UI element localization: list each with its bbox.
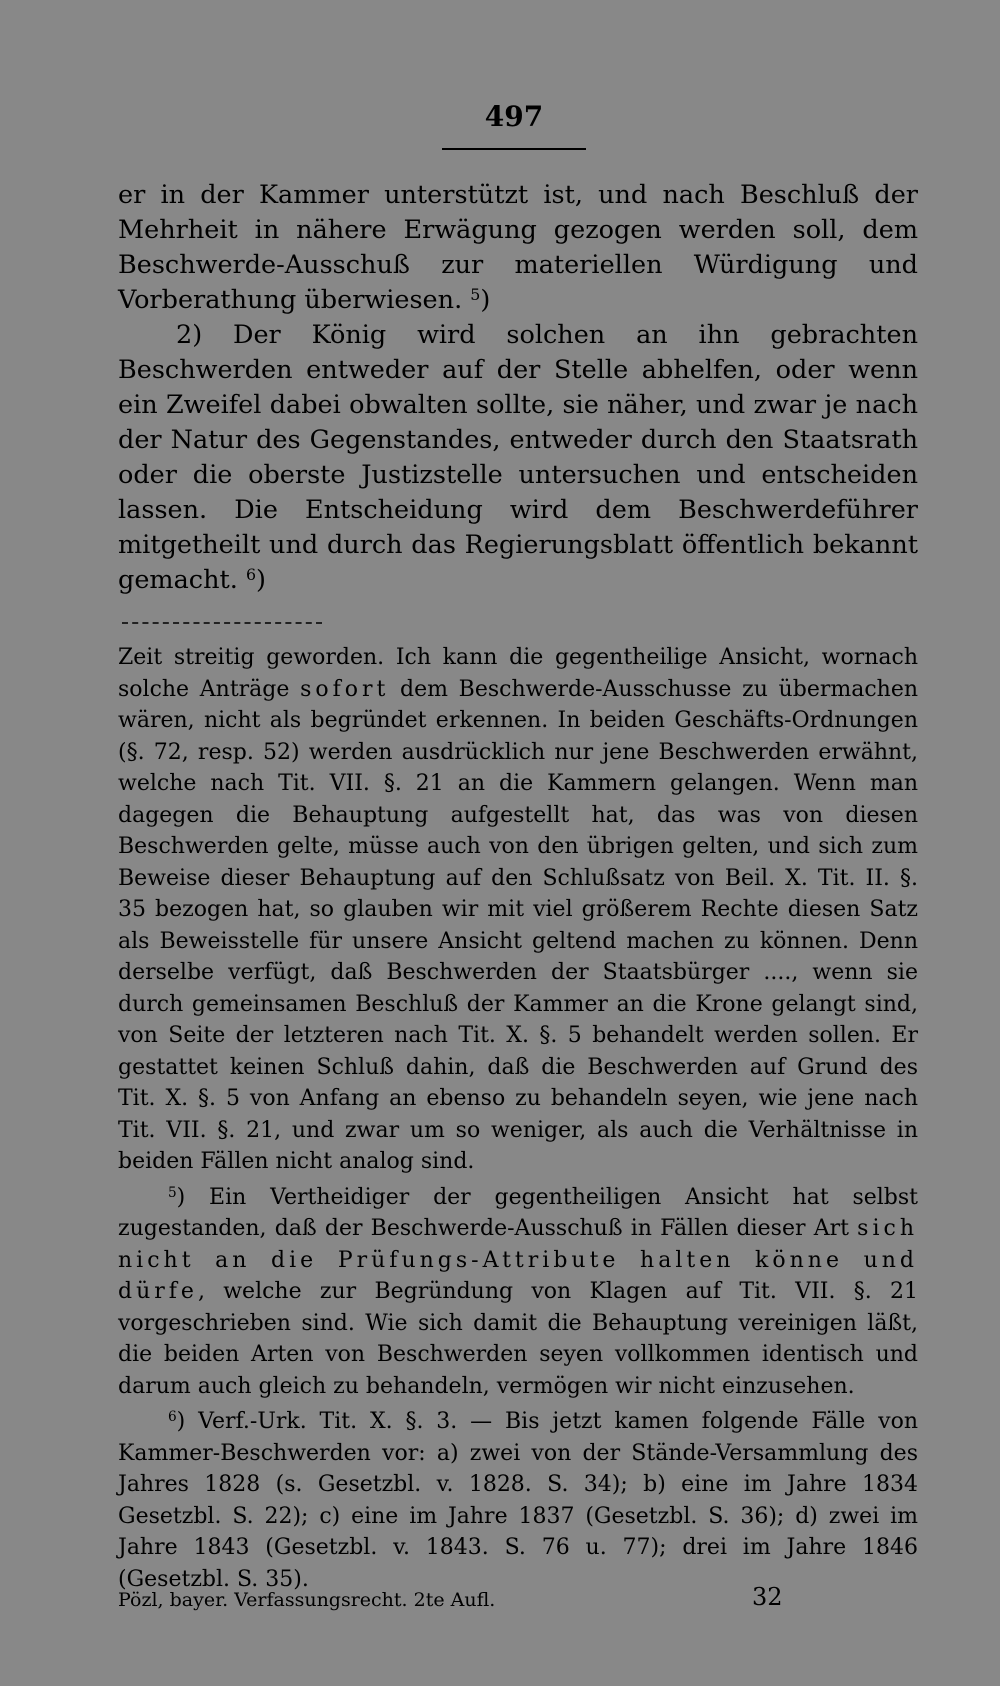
footnotes — [118, 642, 918, 1595]
carryover-spaced-text: sofort — [300, 676, 390, 702]
item-2-paragraph: 2) Der König wird solchen an ihn gebrachten Beschwerden entweder auf der Stelle abhelfen, oder wenn ein Zweifel dabei obwalten sollte, sie näher, und zwar je nach der Natur des Gegenstandes, entweder durch den Staatsrath oder die oberste Justizstelle untersuchen und entscheiden lassen. Die Entscheidung wird dem Beschwerdeführer mitgetheilt und durch das Regierungsblatt öffentlich bekannt gemacht. $^6$) — [118, 320, 918, 595]
footnote-ref-5: 5 — [470, 285, 481, 305]
footnote-5: $^5$) Ein Vertheidiger der gegentheiligen Ansicht hat selbst zugestanden, daß der Beschwerde-Ausschuß in Fällen dieser Art sich nicht an die Prüfungs-Attribute halten könne und dürfe, welche zur Begründung von Klagen auf Tit. VII. §. 21 vorgeschrieben sind. Wie sich damit die Behauptung vereinigen läßt, die beiden Arten von Beschwerden seyen vollkommen identisch und darum auch gleich zu behandeln, vermögen wir nicht einzusehen. — [118, 1184, 919, 1399]
footnote-5-spaced-text: sich nicht an die Prüfungs-Attribute halten könne und dürfe — [118, 1216, 918, 1304]
footnote-5-marker: 5 — [168, 1184, 177, 1201]
item-2-text: 2) Der König wird solchen an ihn gebrachten Beschwerden entweder auf der Stelle abhelfen, oder wenn ein Zweifel dabei obwalten sollte, sie näher, und zwar je nach der Natur des Gegenstandes, entweder durch den Staatsrath oder die oberste Justizstelle untersuchen und entscheiden lassen. Die Entscheidung wird dem Beschwerdeführer mitgetheilt und durch das Regierungsblatt öffentlich bekannt gemacht. — [118, 320, 918, 595]
footnote-separator — [122, 622, 322, 624]
running-footer: Pözl, bayer. Verfassungsrecht. 2te Aufl. — [118, 1589, 496, 1611]
header-rule — [442, 148, 586, 150]
carryover-text-a: Zeit streitig geworden. Ich kann die gegentheilige Ansicht, wornach solche Anträge — [118, 645, 918, 702]
carryover-text-b: dem Beschwerde-Ausschusse zu übermachen wären, nicht als begründet erkennen. In beiden Geschäfts-Ordnungen (§. 72, resp. 52) werden ausdrücklich nur jene Beschwerden erwähnt, welche nach Tit. VII. §. 21 an die Kammern gelangen. Wenn man dagegen die Behauptung aufgestellt hat, das was von diesen Beschwerden gelte, müsse auch von den übrigen gelten, und sich zum Beweise dieser Behauptung auf den Schlußsatz von Beil. X. Tit. II. §. 35 bezogen hat, so glauben wir mit viel größerem Rechte diesen Satz als Beweisstelle für unsere Ansicht geltend machen zu können. Denn derselbe verfügt, daß Beschwerden der Staatsbürger ...., wenn sie durch gemeinsamen Beschluß der Kammer an die Krone gelangt sind, von Seite der letzteren nach Tit. X. §. 5 behandelt werden sollen. Er gestattet keinen Schluß dahin, daß die Beschwerden auf Grund des Tit. X. §. 5 von Anfang an ebenso zu behandeln seyen, wie jene nach Tit. VII. §. 21, und zwar um so weniger, als auch die Verhältnisse in beiden Fällen nicht analog sind. — [118, 676, 919, 1174]
footnote-5-text-b: , welche zur Begründung von Klagen auf Tit. VII. §. 21 vorgeschrieben sind. Wie sich damit die Behauptung vereinigen läßt, die beiden Arten von Beschwerden seyen vollkommen identisch und darum auch gleich zu behandeln, vermögen wir nicht einzusehen. — [118, 1279, 918, 1399]
footnote-6-marker: 6 — [168, 1409, 177, 1426]
footnote-5-text-a: Ein Vertheidiger der gegentheiligen Ansicht hat selbst zugestanden, daß der Beschwerde-Ausschuß in Fällen dieser Art — [118, 1184, 919, 1241]
footnote-6-text: Verf.-Urk. Tit. X. §. 3. — Bis jetzt kamen folgende Fälle von Kammer-Beschwerden vor: a) zwei von der Stände-Versammlung des Jahres 1828 (s. Gesetzbl. v. 1828. S. 34); b) eine im Jahre 1834 Gesetzbl. S. 22); c) eine im Jahre 1837 (Gesetzbl. S. 36); d) zwei im Jahre 1843 (Gesetzbl. v. 1843. S. 76 u. 77); drei im Jahre 1846 (Gesetzbl. S. 35). — [118, 1409, 919, 1592]
footnote-6: $^6$) Verf.-Urk. Tit. X. §. 3. — Bis jetzt kamen folgende Fälle von Kammer-Beschwerden vor: a) zwei von der Stände-Versammlung des Jahres 1828 (s. Gesetzbl. v. 1828. S. 34); b) eine im Jahre 1834 Gesetzbl. S. 22); c) eine im Jahre 1837 (Gesetzbl. S. 36); d) zwei im Jahre 1843 (Gesetzbl. v. 1843. S. 76 u. 77); drei im Jahre 1846 (Gesetzbl. S. 35). — [118, 1409, 919, 1592]
continuation-paragraph: er in der Kammer unterstützt ist, und nach Beschluß der Mehrheit in nähere Erwägung gezogen werden soll, dem Beschwerde-Ausschuß zur materiellen Würdigung und Vorberathung überwiesen. $^5$) — [118, 180, 918, 315]
continuation-text: er in der Kammer unterstützt ist, und nach Beschluß der Mehrheit in nähere Erwägung gezogen werden soll, dem Beschwerde-Ausschuß zur materiellen Würdigung und Vorberathung überwiesen. — [118, 180, 918, 315]
signature-mark: 32 — [752, 1583, 783, 1611]
footnote-ref-6: 6 — [245, 565, 257, 585]
page-number: 497 — [484, 100, 544, 133]
footnote-carryover — [118, 642, 918, 1178]
main-text — [118, 178, 918, 598]
